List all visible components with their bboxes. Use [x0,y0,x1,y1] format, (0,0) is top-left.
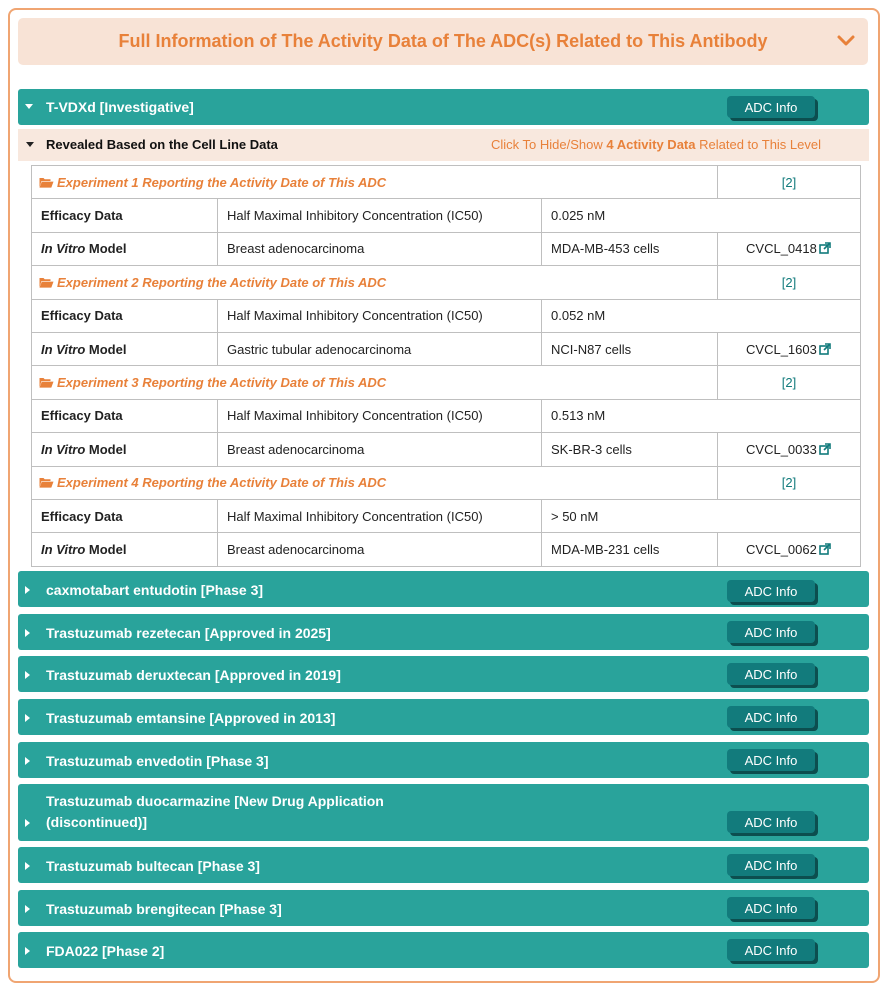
reference-link[interactable]: [2] [718,266,861,299]
model-label-rest: Model [85,441,127,457]
model-label-rest: Model [85,341,127,357]
adc-title-line1: Trastuzumab emtansine [Approved in 2013] [46,710,336,726]
experiment-header-row [32,266,861,299]
chevron-down-icon[interactable] [836,30,856,50]
level-label: Revealed Based on the Cell Line Data [46,137,278,152]
section-title: Full Information of The Activity Data of The ADC(s) Related to This Antibody [118,31,768,51]
experiment-header-row [32,466,861,499]
activity-section-header[interactable] [18,18,868,65]
adc-title-line1: Trastuzumab bultecan [Phase 3] [46,858,260,874]
model-row [32,232,861,265]
caret-right-icon [25,714,30,722]
adc-title-line1: caxmotabart entudotin [Phase 3] [46,582,264,598]
caret-right-icon [25,819,30,827]
experiment-title[interactable] [32,466,718,499]
disease-cell: Gastric tubular adenocarcinoma [218,332,542,365]
efficacy-label: Efficacy Data [32,199,218,232]
measure-cell: Half Maximal Inhibitory Concentration (IC50) [218,499,542,532]
hint-count: 4 Activity Data [606,137,696,152]
value-cell: 0.025 nM [542,199,861,232]
disease-cell: Breast adenocarcinoma [218,232,542,265]
cell-line-cell: MDA-MB-453 cells [542,232,718,265]
caret-down-icon [25,104,33,109]
experiment-title-text: Experiment 3 Reporting the Activity Date of This ADC [57,375,387,391]
external-link-icon[interactable] [819,543,831,555]
cellosaurus-link[interactable] [718,533,861,566]
experiment-title-text: Experiment 4 Reporting the Activity Date of This ADC [57,475,387,491]
cvcl-id: CVCL_0418 [746,241,817,257]
experiment-title[interactable] [32,166,718,199]
model-label-italic: In Vitro [41,541,86,557]
model-label-rest: Model [85,241,127,257]
adc-bar[interactable] [18,742,869,778]
external-link-icon[interactable] [819,242,831,254]
adc-title [46,941,164,962]
caret-right-icon [25,905,30,913]
adc-bar[interactable] [18,890,869,926]
efficacy-label: Efficacy Data [32,399,218,432]
reference-link[interactable]: [2] [718,166,861,199]
cell-line-cell: MDA-MB-231 cells [542,533,718,566]
adc-info-button[interactable]: ADC Info [727,897,815,919]
disease-cell: Breast adenocarcinoma [218,433,542,466]
adc-info-button[interactable]: ADC Info [727,854,815,876]
cvcl-id: CVCL_0033 [746,441,817,457]
folder-open-icon [39,277,54,288]
adc-title-line1: Trastuzumab duocarmazine [New Drug Application [46,793,384,809]
experiment-header-row [32,166,861,199]
cell-line-cell: NCI-N87 cells [542,332,718,365]
caret-right-icon [25,586,30,594]
adc-title [46,751,269,772]
experiment-header-row [32,366,861,399]
adc-title [46,580,263,601]
value-cell: > 50 nM [542,499,861,532]
model-label [32,232,218,265]
experiment-title[interactable] [32,266,718,299]
adc-bar[interactable] [18,656,869,692]
adc-info-button[interactable]: ADC Info [727,811,815,833]
adc-bar[interactable] [18,847,869,883]
disease-cell: Breast adenocarcinoma [218,533,542,566]
cellosaurus-link[interactable] [718,433,861,466]
cvcl-id: CVCL_1603 [746,341,817,357]
caret-right-icon [25,671,30,679]
experiment-title-text: Experiment 1 Reporting the Activity Date of This ADC [57,174,387,190]
adc-title: T-VDXd [Investigative] [46,99,194,115]
caret-right-icon [25,757,30,765]
model-label [32,332,218,365]
reference-link[interactable]: [2] [718,366,861,399]
hint-prefix: Click To Hide/Show [490,137,603,152]
cellosaurus-link[interactable] [718,232,861,265]
measure-cell: Half Maximal Inhibitory Concentration (IC50) [218,299,542,332]
model-label-italic: In Vitro [41,441,86,457]
model-label-italic: In Vitro [41,241,86,257]
model-row [32,433,861,466]
adc-info-button[interactable]: ADC Info [727,580,815,602]
external-link-icon[interactable] [819,443,831,455]
activity-data-table [31,165,861,567]
hint-suffix: Related to This Level [699,137,821,152]
model-label [32,533,218,566]
folder-open-icon [39,377,54,388]
model-label-rest: Model [85,541,127,557]
model-row [32,533,861,566]
adc-bar[interactable] [18,614,869,650]
efficacy-label: Efficacy Data [32,299,218,332]
adc-title-line1: FDA022 [Phase 2] [46,943,165,959]
cellosaurus-link[interactable] [718,332,861,365]
measure-cell: Half Maximal Inhibitory Concentration (IC50) [218,199,542,232]
folder-open-icon [39,477,54,488]
efficacy-row [32,299,861,332]
value-cell: 0.513 nM [542,399,861,432]
caret-right-icon [25,629,30,637]
caret-right-icon [25,862,30,870]
adc-title [46,899,282,920]
adc-title [46,791,384,833]
efficacy-row [32,499,861,532]
adc-info-button[interactable]: ADC Info [727,939,815,961]
adc-title [46,708,335,729]
adc-bar[interactable] [18,699,869,735]
adc-title-line1: Trastuzumab rezetecan [Approved in 2025] [46,625,331,641]
adc-bar[interactable] [18,932,869,968]
adc-title-line1: Trastuzumab envedotin [Phase 3] [46,753,269,769]
adc-bar-tvdxd[interactable] [18,89,869,125]
adc-info-button[interactable]: ADC Info [727,96,815,118]
experiment-title[interactable] [32,366,718,399]
cell-line-cell: SK-BR-3 cells [542,433,718,466]
measure-cell: Half Maximal Inhibitory Concentration (IC50) [218,399,542,432]
adc-title-line1: Trastuzumab deruxtecan [Approved in 2019] [46,667,341,683]
adc-title-line2: (discontinued)] [46,814,148,830]
adc-title [46,623,331,644]
adc-title-line1: Trastuzumab brengitecan [Phase 3] [46,901,282,917]
efficacy-row [32,399,861,432]
adc-bar[interactable] [18,784,869,841]
cell-line-level-header[interactable] [18,129,869,161]
folder-open-icon [39,177,54,188]
adc-info-button[interactable]: ADC Info [727,621,815,643]
level-toggle-hint[interactable] [491,137,821,152]
caret-down-icon [26,142,34,147]
adc-title [46,856,260,877]
efficacy-label: Efficacy Data [32,499,218,532]
value-cell: 0.052 nM [542,299,861,332]
reference-link[interactable]: [2] [718,466,861,499]
adc-info-button[interactable]: ADC Info [727,706,815,728]
adc-title [46,665,341,686]
caret-right-icon [25,947,30,955]
model-label [32,433,218,466]
adc-bar[interactable] [18,571,869,607]
model-row [32,332,861,365]
adc-info-button[interactable]: ADC Info [727,663,815,685]
adc-info-button[interactable]: ADC Info [727,749,815,771]
cvcl-id: CVCL_0062 [746,541,817,557]
model-label-italic: In Vitro [41,341,86,357]
efficacy-row [32,199,861,232]
experiment-title-text: Experiment 2 Reporting the Activity Date of This ADC [57,274,387,290]
external-link-icon[interactable] [819,343,831,355]
